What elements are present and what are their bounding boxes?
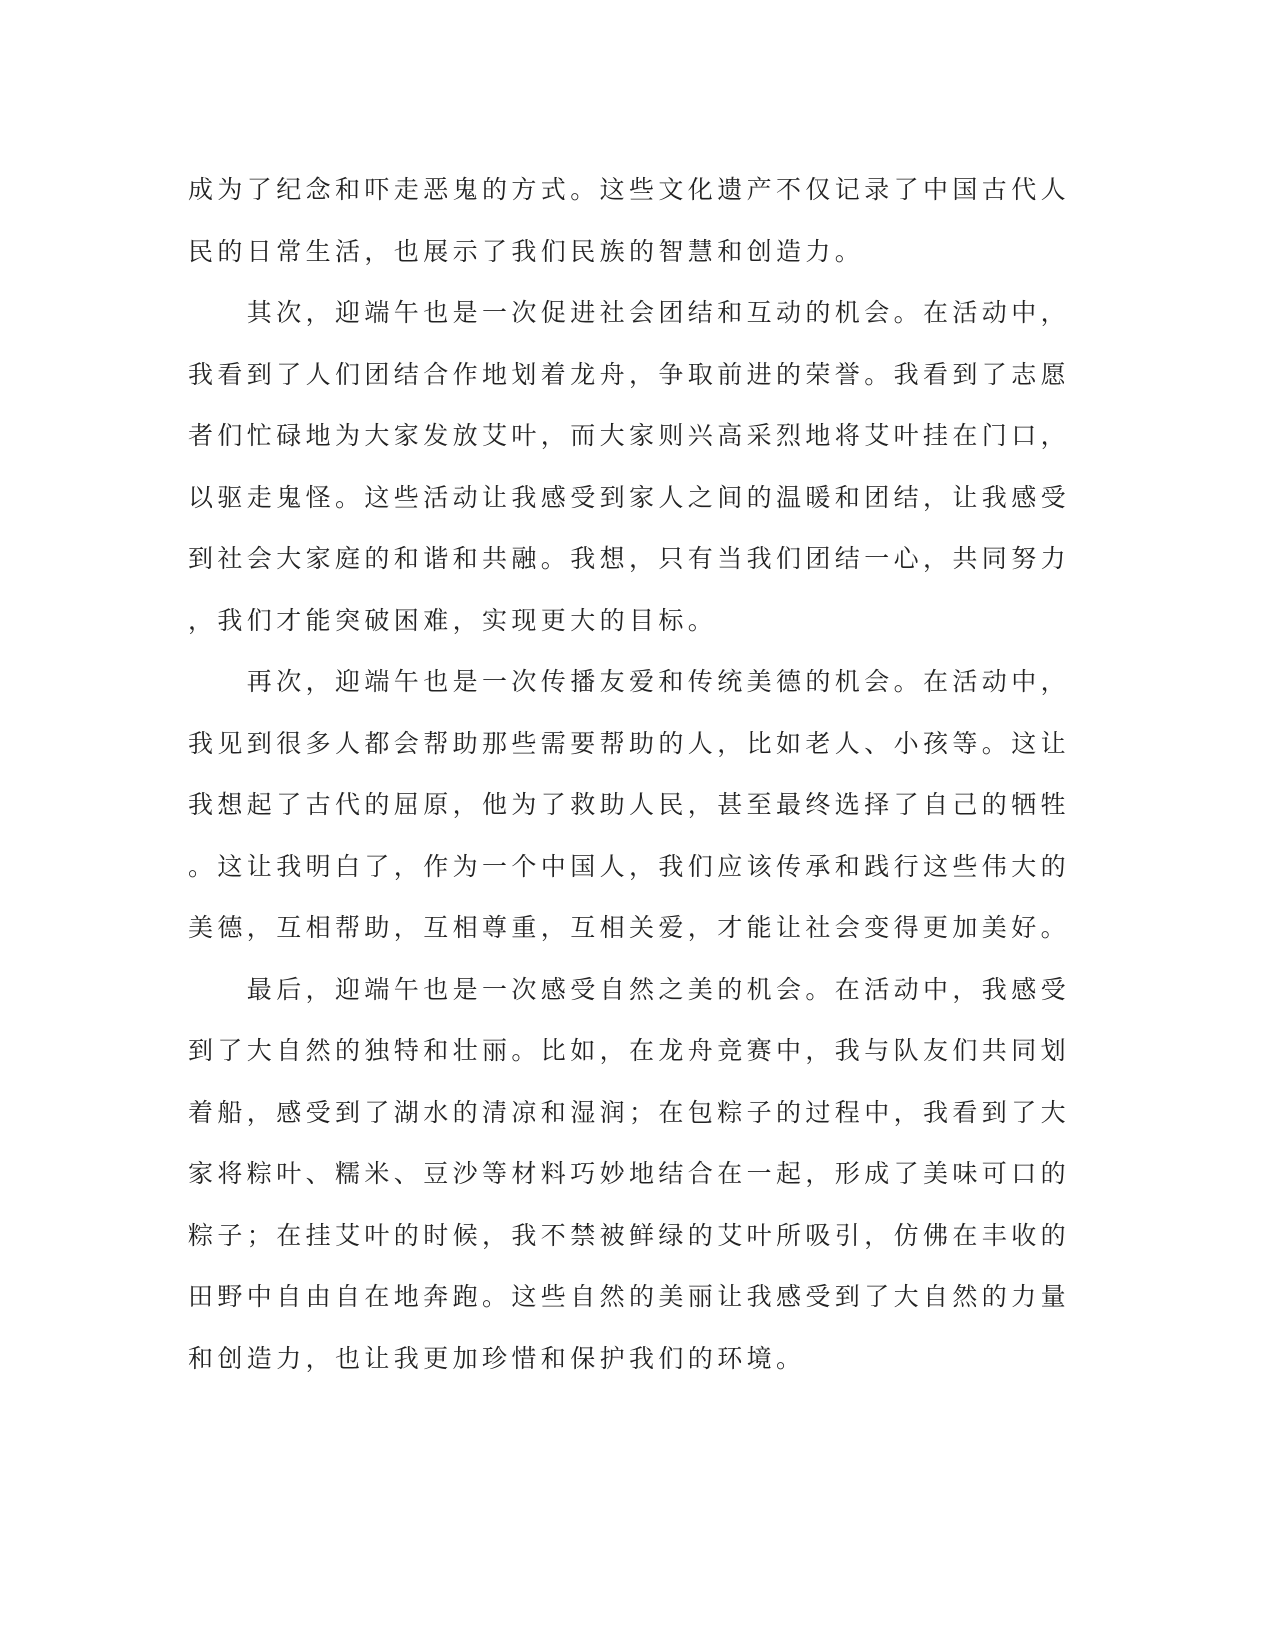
text-line: 田野中自由自在地奔跑。这些自然的美丽让我感受到了大自然的力量	[188, 1282, 1071, 1311]
text-line: 到了大自然的独特和壮丽。比如，在龙舟竞赛中，我与队友们共同划	[188, 1036, 1071, 1065]
text-line: 到社会大家庭的和谐和共融。我想，只有当我们团结一心，共同努力	[188, 544, 1071, 573]
text-line: 再次，迎端午也是一次传播友爱和传统美德的机会。在活动中，	[188, 667, 1071, 696]
essay-body	[188, 159, 1071, 1389]
text-line: 粽子；在挂艾叶的时候，我不禁被鲜绿的艾叶所吸引，仿佛在丰收的	[188, 1220, 1071, 1250]
text-line: 其次，迎端午也是一次促进社会团结和互动的机会。在活动中，	[188, 298, 1071, 327]
text-line: 民的日常生活，也展示了我们民族的智慧和创造力。	[188, 236, 865, 266]
text-line: 成为了纪念和吓走恶鬼的方式。这些文化遗产不仅记录了中国古代人	[188, 175, 1071, 204]
text-line: 美德，互相帮助，互相尊重，互相关爱，才能让社会变得更加美好。	[188, 913, 1071, 942]
text-line: 。这让我明白了，作为一个中国人，我们应该传承和践行这些伟大的	[188, 851, 1071, 881]
text-line: 者们忙碌地为大家发放艾叶，而大家则兴高采烈地将艾叶挂在门口，	[188, 421, 1071, 450]
text-line: 家将粽叶、糯米、豆沙等材料巧妙地结合在一起，形成了美味可口的	[188, 1159, 1071, 1188]
text-line: 我想起了古代的屈原，他为了救助人民，甚至最终选择了自己的牺牲	[188, 790, 1071, 819]
text-line: 我看到了人们团结合作地划着龙舟，争取前进的荣誉。我看到了志愿	[188, 359, 1071, 389]
text-line: 和创造力，也让我更加珍惜和保护我们的环境。	[188, 1343, 806, 1373]
text-line: 以驱走鬼怪。这些活动让我感受到家人之间的温暖和团结，让我感受	[188, 482, 1071, 512]
text-line: 我见到很多人都会帮助那些需要帮助的人，比如老人、小孩等。这让	[188, 728, 1071, 758]
text-line: 着船，感受到了湖水的清凉和湿润；在包粽子的过程中，我看到了大	[188, 1097, 1071, 1127]
text-line: 最后，迎端午也是一次感受自然之美的机会。在活动中，我感受	[188, 974, 1071, 1004]
text-line: ，我们才能突破困难，实现更大的目标。	[188, 605, 718, 635]
